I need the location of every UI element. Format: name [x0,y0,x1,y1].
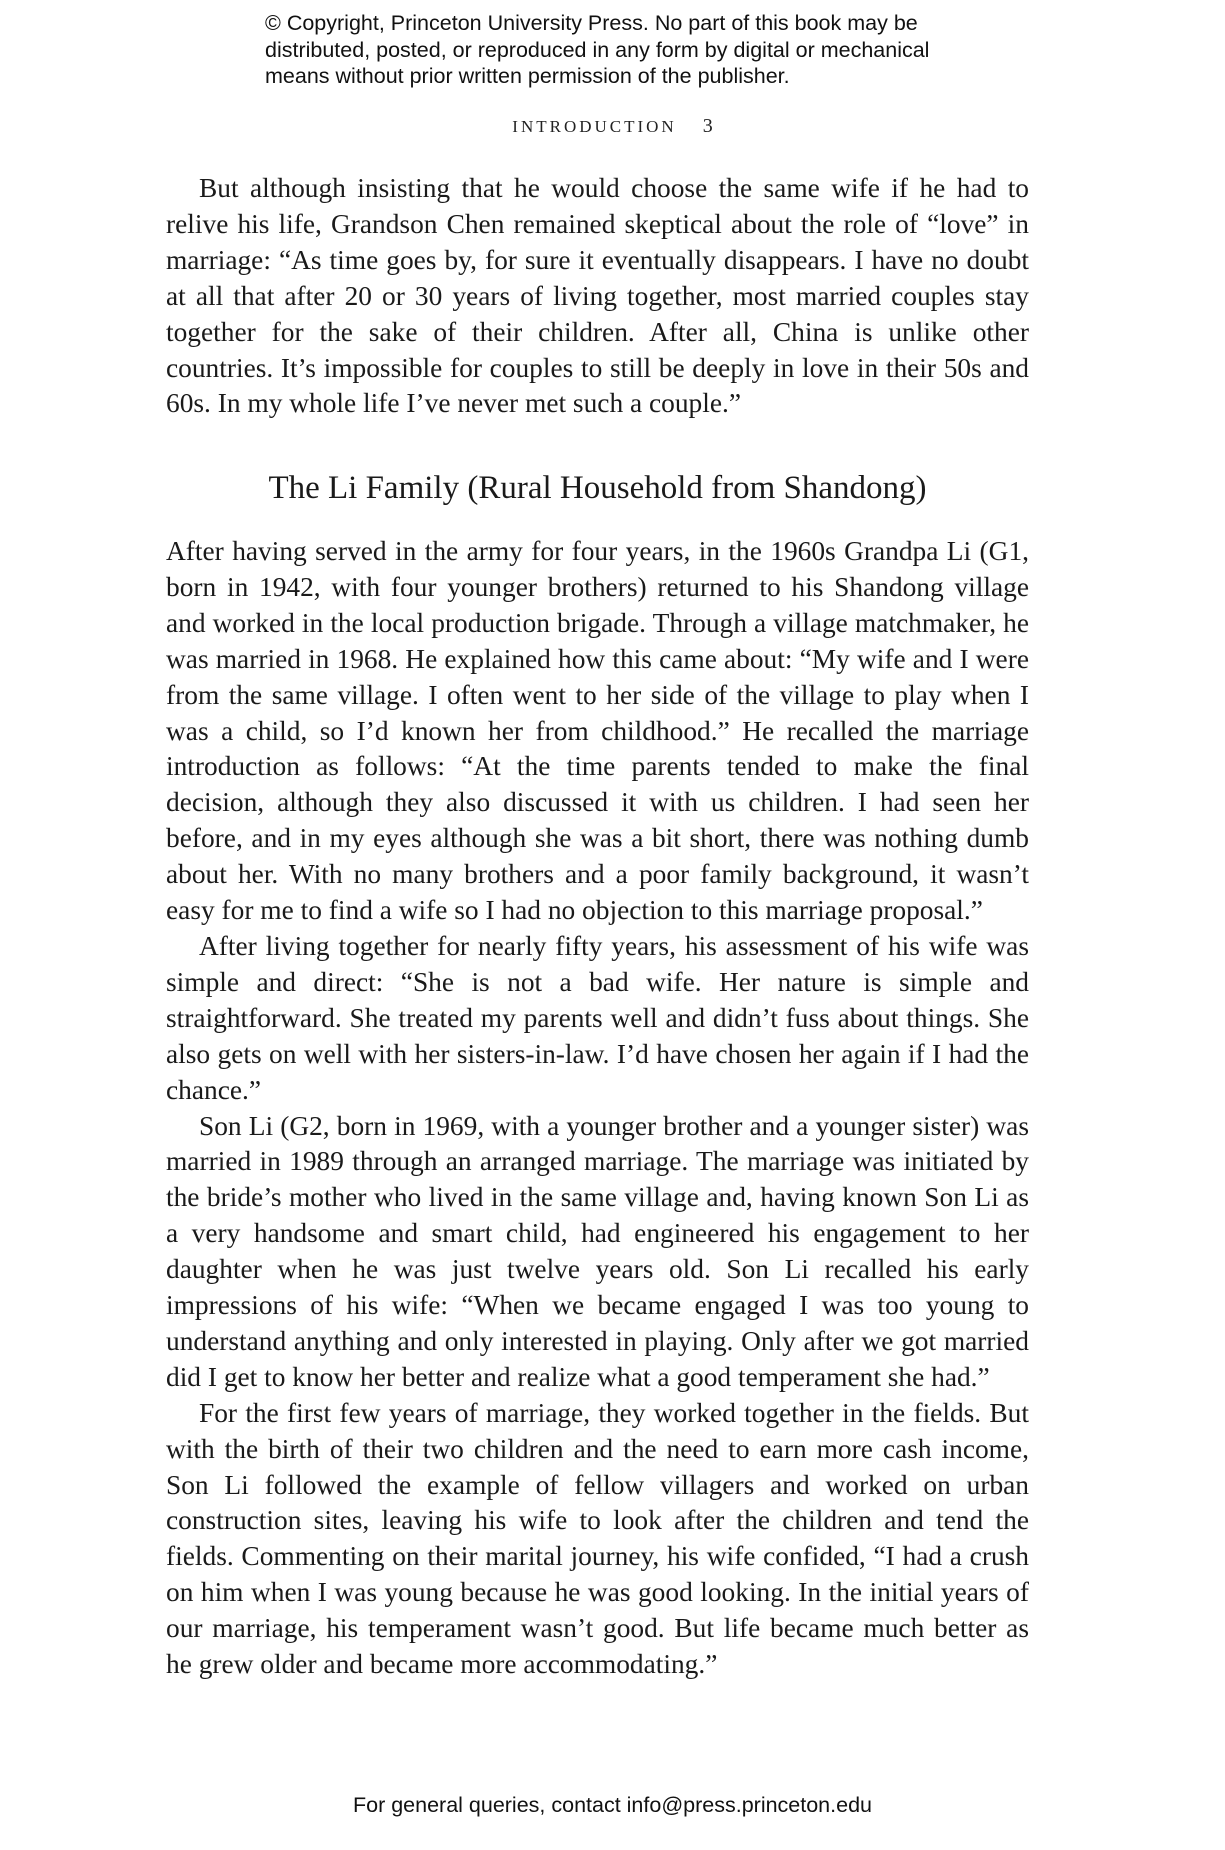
copyright-notice [265,10,985,90]
section-heading: The Li Family (Rural Household from Shandong) [268,470,927,506]
body-paragraph: After living together for nearly fifty years, his assessment of his wife was simple and direct: “She is not a bad wife. Her nature is simple and straightforward. She treated my parents well and didn’t fuss about things. She also gets on well with her sisters-in-law. I’d have chosen her again if I had the chance.” [166,930,1029,1105]
copyright-line: distributed, posted, or reproduced in any form by digital or mechanical [265,37,930,62]
running-head-title: INTRODUCTION [512,117,677,136]
opening-text-block [166,171,1029,422]
body-paragraph: Son Li (G2, born in 1969, with a younger brother and a younger sister) was married in 1989 through an arranged marriage. The marriage was initiated by the bride’s mother who lived in the same village and, having known Son Li as a very handsome and smart child, had engineered his engagement to her daughter when he was just twelve years old. Son Li recalled his early impressions of his wife: “When we became engaged I was too young to understand anything and only interested in playing. Only after we got married did I get to know her better and realize what a good temperament she had.” [166,1110,1029,1392]
footer-contact: For general queries, contact info@press.princeton.edu [352,1793,872,1817]
opening-paragraph: But although insisting that he would choose the same wife if he had to relive his life, Grandson Chen remained skeptical about the role of “love” in marriage: “As time goes by, for sure it eventually disappears. I have no doubt at all that after 20 or 30 years of living together, most married couples stay together for the sake of their children. After all, China is unlike other countries. It’s impossible for couples to still be deeply in love in their 50s and 60s. In my whole life I’ve never met such a couple.” [166,173,1029,419]
copyright-line: © Copyright, Princeton University Press. No part of this book may be [265,11,918,35]
section-body [166,534,1029,1683]
running-head [0,115,1225,138]
body-paragraph: For the first few years of marriage, they worked together in the fields. But with the birth of their two children and the need to earn more cash income, Son Li followed the example of fellow villagers and worked on urban construction sites, leaving his wife to look after the children and tend the fields. Commenting on their marital journey, his wife confided, “I had a crush on him when I was young because he was good looking. In the initial years of our marriage, his temperament wasn’t good. But life became much better as he grew older and became more accommodating.” [166,1397,1029,1680]
body-paragraph: After having served in the army for four years, in the 1960s Grandpa Li (G1, born in 1942, with four younger brothers) returned to his Shandong village and worked in the local production brigade. Through a village matchmaker, he was married in 1968. He explained how this came about: “My wife and I were from the same village. I often went to her side of the village to play when I was a child, so I’d known her from childhood.” He recalled the marriage introduction as follows: “At the time parents tended to make the final decision, although they also discussed it with us children. I had seen her before, and in my eyes although she was a bit short, there was nothing dumb about her. With no many brothers and a poor family background, it wasn’t easy for me to find a wife so I had no objection to this marriage proposal.” [166,536,1029,926]
page-number: 3 [702,115,713,137]
copyright-line: means without prior written permission of the publisher. [265,64,790,88]
